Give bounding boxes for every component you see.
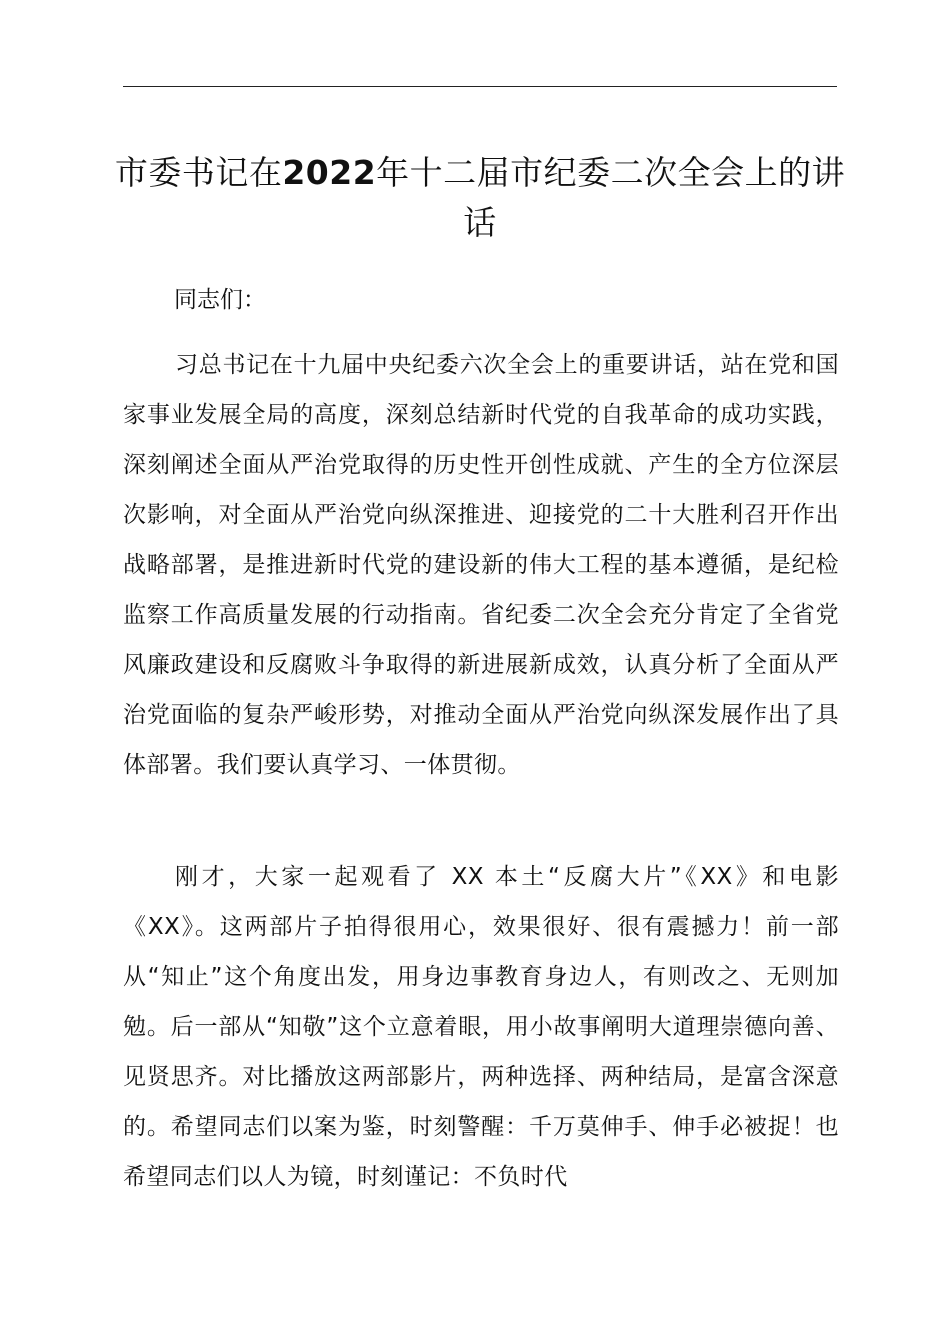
salutation: 同志们： (174, 287, 266, 313)
paragraph: 刚才，大家一起观看了 XX 本土“反腐大片”《XX》和电影《XX》。这两部片子拍得很用心，效果很好、很有震撼力！前一部从“知止”这个角度出发，用身边事教育身边人，有则改之、无则加勉。后一部从“知敬”这个立意着眼，用小故事阐明大道理崇德向善、见贤思齐。对比播放这两部影片，两种选择、两种结局，是富含深意的。希望同志们以案为鉴，时刻警醒：千万莫伸手、伸手必被捉！也希望同志们以人为镜，时刻谨记：不负时代 (123, 864, 839, 1190)
header-rule (123, 86, 837, 87)
title-suffix: 年十二届市纪委二次全会上的讲话 (376, 153, 846, 242)
paragraph: 习总书记在十九届中央纪委六次全会上的重要讲话，站在党和国家事业发展全局的高度，深刻总结新时代党的自我革命的成功实践，深刻阐述全面从严治党取得的历史性开创性成就、产生的全方位深层次影响，对全面从严治党向纵深推进、迎接党的二十大胜利召开作出战略部署，是推进新时代党的建设新的伟大工程的基本遵循，是纪检监察工作高质量发展的行动指南。省纪委二次全会充分肯定了全省党风廉政建设和反腐败斗争取得的新进展新成效，认真分析了全面从严治党面临的复杂严峻形势，对推动全面从严治党向纵深发展作出了具体部署。我们要认真学习、一体贯彻。 (123, 352, 839, 778)
document-title (110, 148, 850, 248)
title-year: 2022 (282, 153, 377, 192)
title-prefix: 市委书记在 (114, 153, 283, 192)
